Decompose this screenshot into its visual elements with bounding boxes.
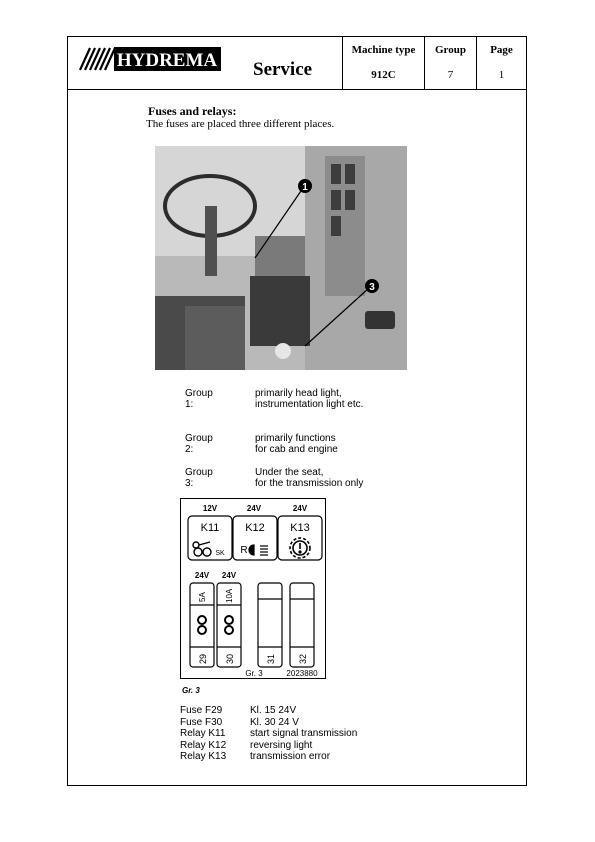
fuse-voltage-f30: 24V — [221, 571, 237, 580]
group-1-line-1: primarily head light, — [255, 388, 342, 399]
legend-item: Relay K11 — [180, 728, 226, 739]
callout-1 — [298, 179, 312, 193]
diagram-footer-group: Gr. 3 — [245, 669, 263, 678]
relay-k12-sub: R — [240, 545, 248, 556]
page-header — [67, 36, 527, 90]
header-title: Service — [253, 59, 313, 80]
relay-k12-label: K12 — [245, 522, 265, 534]
relay-k11-sub: SK — [215, 550, 225, 557]
relay-voltage-k11: 12V — [202, 504, 218, 513]
group-3-line-1: Under the seat, — [255, 467, 324, 478]
page-label: Page — [490, 44, 513, 56]
fuse-relay-diagram — [180, 498, 326, 679]
cab-interior-photo — [155, 146, 407, 370]
fuse-f29-rating: 5A — [198, 592, 207, 602]
fuse-f31-number: 31 — [266, 653, 276, 664]
group-2-line-1: primarily functions — [255, 433, 336, 444]
fuse-f30-number: 30 — [225, 653, 235, 664]
diagram-footer-part: 2023880 — [286, 669, 318, 678]
legend-desc: Kl. 15 24V — [250, 705, 297, 716]
relay-voltage-k12: 24V — [246, 504, 262, 513]
group-2-label: Group 2: — [185, 433, 213, 455]
group-2-line-2: for cab and engine — [255, 444, 338, 455]
svg-text:1: 1 — [302, 182, 308, 193]
legend-item: Fuse F30 — [180, 716, 223, 728]
legend-item: Relay K12 — [180, 739, 227, 751]
callout-3 — [365, 279, 379, 293]
group-1-label: Group 1: — [185, 388, 213, 410]
group-cell — [424, 37, 476, 89]
legend-desc: reversing light — [250, 739, 313, 751]
intro-text: The fuses are placed three different places. — [146, 118, 335, 130]
legend-item: Fuse F29 — [180, 705, 223, 716]
relay-voltage-k13: 24V — [292, 504, 308, 513]
legend-item: Relay K13 — [180, 751, 227, 762]
fuse-voltage-f29: 24V — [194, 571, 210, 580]
relay-k11-label: K11 — [200, 522, 220, 534]
legend-desc: Kl. 30 24 V — [250, 716, 299, 728]
machine-type-cell — [342, 37, 424, 89]
page-value: 1 — [498, 69, 505, 81]
svg-text:3: 3 — [369, 282, 375, 293]
relay-k13-label: K13 — [290, 522, 310, 534]
legend-desc: start signal transmission — [250, 728, 358, 739]
group-3-line-2: for the transmission only — [255, 478, 364, 489]
machine-type-label: Machine type — [351, 44, 416, 56]
group-1-line-2: instrumentation light etc. — [255, 399, 364, 410]
machine-type-value: 912C — [371, 69, 396, 81]
fuse-f32-number: 32 — [298, 653, 308, 664]
fuse-f30-rating: 10A — [225, 588, 234, 603]
group-value: 7 — [447, 69, 454, 81]
group-label: Group — [435, 44, 466, 56]
logo-text: HYDREMA — [116, 50, 218, 71]
group-3-label: Group 3: — [185, 467, 213, 489]
diagram-caption: Gr. 3 — [182, 686, 200, 695]
legend-desc: transmission error — [250, 751, 331, 762]
section-title: Fuses and relays: — [148, 104, 237, 118]
page-cell — [476, 37, 526, 89]
hydrema-logo — [78, 46, 222, 72]
fuse-f29-number: 29 — [198, 653, 208, 664]
